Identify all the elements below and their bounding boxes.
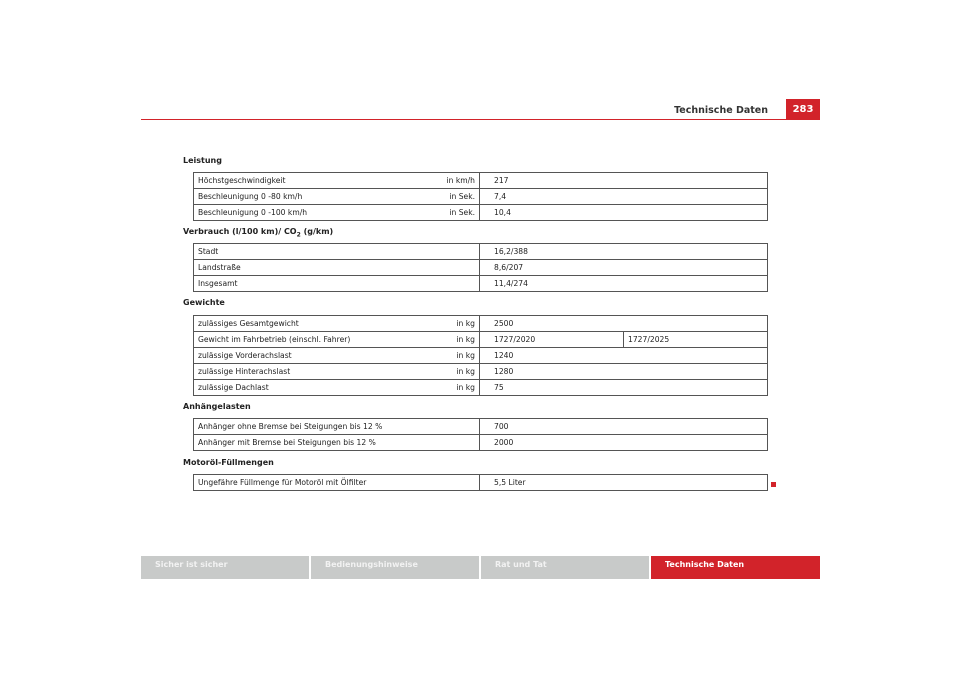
section-title-motoroel: Motoröl-Füllmengen — [183, 458, 274, 467]
table-row — [194, 419, 768, 435]
table-row — [194, 189, 768, 205]
footer-tab-rat-und-tat[interactable]: Rat und Tat — [481, 556, 649, 579]
row-label: zulässiges Gesamtgewicht — [194, 316, 436, 332]
section-title-text: (g/km) — [300, 227, 334, 236]
row-label: Anhänger mit Bremse bei Steigungen bis 12 % — [194, 435, 480, 451]
row-value: 11,4/274 — [480, 276, 768, 292]
row-value: 8,6/207 — [480, 260, 768, 276]
row-label: Anhänger ohne Bremse bei Steigungen bis 12 % — [194, 419, 480, 435]
row-value: 2500 — [480, 316, 768, 332]
row-value: 16,2/388 — [480, 244, 768, 260]
row-value: 10,4 — [480, 205, 768, 221]
table-verbrauch — [193, 243, 768, 292]
row-label: zulässige Hinterachslast — [194, 364, 436, 380]
table-row — [194, 332, 768, 348]
table-row — [194, 348, 768, 364]
table-anhaengelasten — [193, 418, 768, 451]
header-rule — [141, 119, 820, 120]
row-label: Stadt — [194, 244, 480, 260]
row-label: Gewicht im Fahrbetrieb (einschl. Fahrer) — [194, 332, 436, 348]
row-unit: in kg — [436, 364, 480, 380]
footer-tab-technische-daten[interactable]: Technische Daten — [651, 556, 820, 579]
footer-tab-sicher-ist-sicher[interactable]: Sicher ist sicher — [141, 556, 309, 579]
row-value: 1240 — [480, 348, 768, 364]
table-row — [194, 435, 768, 451]
row-label: Insgesamt — [194, 276, 480, 292]
section-title-verbrauch — [183, 227, 333, 239]
row-value: 2000 — [480, 435, 768, 451]
row-unit: in Sek. — [436, 205, 480, 221]
page-number-badge: 283 — [786, 99, 820, 120]
row-label: Landstraße — [194, 260, 480, 276]
table-row — [194, 244, 768, 260]
row-value: 1280 — [480, 364, 768, 380]
section-title-leistung: Leistung — [183, 156, 222, 165]
table-row — [194, 380, 768, 396]
table-gewichte — [193, 315, 768, 396]
row-label: Beschleunigung 0 -100 km/h — [194, 205, 436, 221]
section-title-text: Verbrauch (l/100 km)/ CO — [183, 227, 297, 236]
row-value: 700 — [480, 419, 768, 435]
row-label: Ungefähre Füllmenge für Motoröl mit Ölfilter — [194, 475, 480, 491]
row-value: 1727/2020 — [480, 332, 624, 348]
table-row — [194, 205, 768, 221]
row-label: Höchstgeschwindigkeit — [194, 173, 436, 189]
row-label: Beschleunigung 0 -80 km/h — [194, 189, 436, 205]
row-unit: in km/h — [436, 173, 480, 189]
footer-tab-bedienungshinweise[interactable]: Bedienungshinweise — [311, 556, 479, 579]
table-leistung — [193, 172, 768, 221]
table-row — [194, 364, 768, 380]
table-row — [194, 173, 768, 189]
row-value: 75 — [480, 380, 768, 396]
section-title-subscript: 2 — [296, 231, 301, 239]
row-label: zulässige Vorderachslast — [194, 348, 436, 364]
section-title-anhaengelasten: Anhängelasten — [183, 402, 251, 411]
row-unit: in kg — [436, 332, 480, 348]
table-motoroel — [193, 474, 768, 491]
row-value: 5,5 Liter — [480, 475, 768, 491]
table-row — [194, 276, 768, 292]
section-end-square-icon — [771, 482, 776, 487]
row-unit: in kg — [436, 380, 480, 396]
row-unit: in kg — [436, 316, 480, 332]
section-title-gewichte: Gewichte — [183, 298, 225, 307]
row-value: 7,4 — [480, 189, 768, 205]
row-value: 217 — [480, 173, 768, 189]
table-row — [194, 316, 768, 332]
row-label: zulässige Dachlast — [194, 380, 436, 396]
page-header-title: Technische Daten — [674, 105, 768, 116]
row-unit: in Sek. — [436, 189, 480, 205]
table-row — [194, 260, 768, 276]
row-unit: in kg — [436, 348, 480, 364]
row-value-alt: 1727/2025 — [624, 332, 768, 348]
table-row — [194, 475, 768, 491]
